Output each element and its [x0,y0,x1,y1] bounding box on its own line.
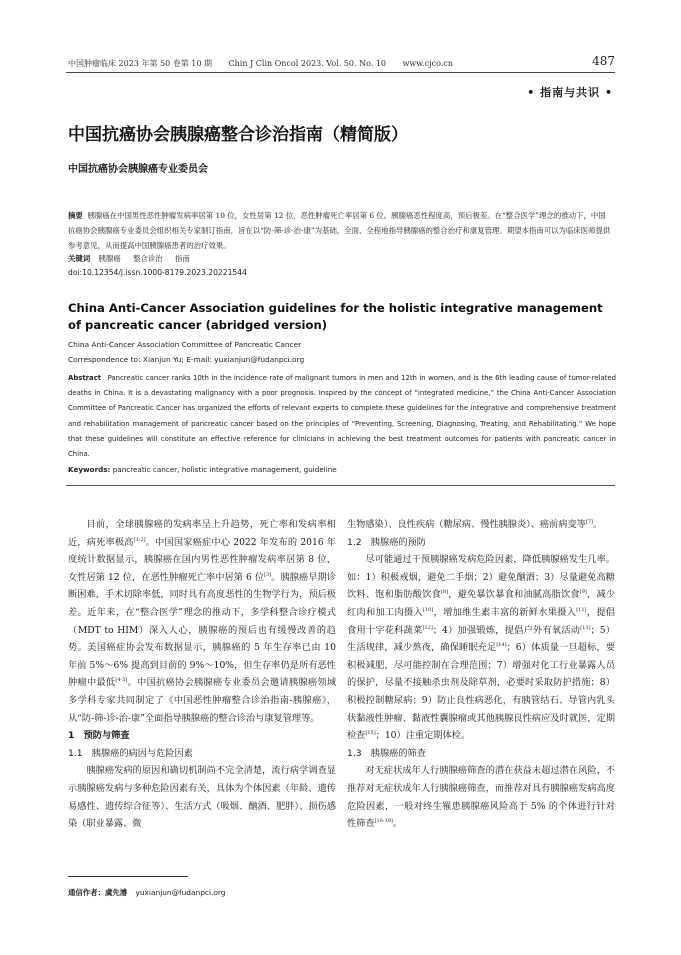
abstract-cn [68,208,613,253]
citation[interactable]: [8] [440,589,449,596]
body-column-right [347,516,615,833]
citation[interactable]: [12] [422,624,433,631]
authors-cn: 中国抗癌协会胰腺癌专业委员会 [68,164,208,175]
body-column-left [68,516,336,833]
journal-cn: 中国肿瘤临床 2023 年第 50 卷第 10 期 [68,59,212,68]
keywords-cn-label: 关键词 [68,254,91,263]
body-paragraph: 尽可能通过干预胰腺癌发病危险因素，降低胰腺癌发生几率。如：1）积极戒烟，避免二手烟；2）避免酗酒；3）尽量避免高糖饮料、饱和脂肪酸饮食[8]，避免暴饮暴食和油腻高脂饮食[9]，减少红肉和加工肉摄入[10]，增加维生素丰富的新鲜水果摄入[11]，提倡食用十字花科蔬菜[12]；4）加强锻炼，提倡户外有氧活动[13]；5）生活规律，减少熬夜，确保睡眠充足[14]；6）体质量一旦超标，要积极减肥，尽可能控制在合理范围；7）增强对化工行业暴露人员的保护，尽量不接触杀虫剂及除草剂，必要时采取防护措施；8）积极控制糖尿病；9）防止良性病恶化，有胰管结石、导管内乳头状黏液性肿瘤、黏液性囊腺瘤或其他胰腺良性病应及时就医，定期检查[15]；10）注重定期体检。 [347,554,616,742]
abstract-en-text: Pancreatic cancer ranks 10th in the incidence rate of malignant tumors in men and 12th in women, and is the 6th leading cause of tumor-related deaths in China. It is a devastating malignancy with a poor prognosis. Inspired by the concept of “integrated medicine,” the China Anti-Cancer Association Committee of Pancreatic Cancer has organized the efforts of relevant experts to complete these guidelines for the integrative and comprehensive treatment and rehabilitation management of pancreatic cancer based on the principles of “Preventing, Screening, Diagnosing, Treating, and Rehabilitating.” We hope that these guidelines will constitute an effective reference for clinicians in achieving the best treatment outcomes for patients with pancreatic cancer in China. [68,374,616,459]
keywords-en [68,465,337,474]
citation[interactable]: [1-2] [133,536,146,543]
keyword-cn: 整合诊治 [133,254,163,263]
subsection-heading: 1.1 胰腺癌的病因与危险因素 [68,747,193,759]
keywords-en-text: pancreatic cancer, holistic integrative management, guideline [112,465,337,474]
section-tag: • 指南与共识 • [527,86,613,99]
citation[interactable]: [9] [579,589,587,596]
journal-website: www.cjco.cn [402,59,453,68]
title-en: China Anti-Cancer Association guidelines for the holistic integrative management of pancreatic cancer (abridged version) [68,301,603,332]
citation[interactable]: [15] [365,730,376,737]
body-paragraph: 对无症状成年人行胰腺癌筛查的潜在获益未超过潜在风险，不推荐对无症状成年人行胰腺癌筛查，而推荐对具有胰腺癌发病高度危险因素，一般对终生罹患胰腺癌风险高于 5% 的个体进行针对性筛查[16-19]。 [347,765,615,830]
footnote-divider [68,876,188,877]
footnote [68,887,225,898]
footnote-label: 通信作者：虞先濬 [68,888,128,897]
page-number: 487 [592,54,615,68]
abstract-cn-label: 摘要 [68,211,83,220]
journal-en: Chin J Clin Oncol 2023. Vol. 50. No. 10 [228,59,387,68]
header-divider [66,72,615,73]
abstract-cn-text: 胰腺癌在中国男性恶性肿瘤发病率居第 10 位，女性居第 12 位，恶性肿瘤死亡率居第 6 位。胰腺癌恶性程度高，预后极差。在“整合医学”理念的推动下，中国抗癌协会胰腺癌专业委员会组织相关专家制订指南，旨在以“防-筛-诊-治-康”为基础，全面、全程地指导胰腺癌的整合治疗和康复管理。期望本指南可以为临床医师提供参考意见，从而提高中国胰腺癌患者的治疗效果。 [68,211,611,250]
citation[interactable]: [10] [423,606,434,613]
section-heading: 1 预防与筛查 [68,730,130,742]
doi[interactable]: doi:10.12354/j.issn.1000-8179.2023.20221544 [68,268,247,277]
citation[interactable]: [4-5] [115,677,128,684]
body-paragraph: 目前，全球胰腺癌的发病率呈上升趋势，死亡率和发病率相近，病死率极高[1-2]。中国国家癌症中心 2022 年发布的 2016 年度统计数据显示，胰腺癌在国内男性恶性肿瘤发病率居第 8 位，女性居第 12 位，在恶性肿瘤死亡率中居第 6 位[3]。胰腺癌早期诊断困难，手术切除率低，同时具有高度恶性的生物学行为，预后极差。近年来，在“整合医学”理念的推动下，多学科整合诊疗模式（MDT to HIM）深入人心，胰腺癌的预后也有缓慢改善的趋势。美国癌症协会发布数据显示，胰腺癌的 5 年生存率已由 10 年前 5%～6% 提高到目前的 9%～10%，但生存率仍是所有恶性肿瘤中最低[4-5]。中国抗癌协会胰腺癌专业委员会邀请胰腺癌领域多学科专家共同制定了《中国恶性肿瘤整合诊治指南-胰腺癌》，从“防-筛-诊-治-康”全面指导胰腺癌的整合诊治与康复管理等。 [68,519,337,724]
keywords-en-label: Keywords: [68,465,111,474]
title-cn: 中国抗癌协会胰腺癌整合诊治指南（精简版） [68,125,408,145]
correspondence: Correspondence to: Xianjun Yu; E-mail: yuxianjun@fudanpci.org [68,355,305,364]
running-header [68,58,467,69]
citation[interactable]: [7] [585,518,593,525]
citation[interactable]: [14] [496,642,507,649]
keywords-cn [68,253,200,264]
abstract-en-label: Abstract [68,374,102,382]
footnote-email[interactable]: yuxianjun@fudanpci.org [135,888,226,897]
keyword-cn: 胰腺癌 [98,254,121,263]
keyword-cn: 指南 [175,254,190,263]
abstract-divider [66,485,615,486]
subsection-heading: 1.3 胰腺癌的筛查 [347,747,426,759]
body-paragraph: 胰腺癌发病的原因和确切机制尚不完全清楚，流行病学调查显示胰腺癌发病与多种危险因素有关，具体为个体因素（年龄、遗传易感性、遗传综合征等）、生活方式（吸烟、酗酒、肥胖）、损伤感染（职业暴露、微 [68,765,336,830]
citation[interactable]: [11] [576,606,587,613]
body-paragraph: 生物感染）、良性疾病（糖尿病、慢性胰腺炎）、癌前病变等[7]。 [347,518,603,530]
abstract-en [68,371,616,462]
citation[interactable]: [3] [264,571,272,578]
citation[interactable]: [16-19] [374,818,393,825]
citation[interactable]: [13] [580,624,591,631]
authors-en: China Anti-Cancer Association Committee of Pancreatic Cancer [68,340,302,349]
subsection-heading: 1.2 胰腺癌的预防 [347,536,426,548]
